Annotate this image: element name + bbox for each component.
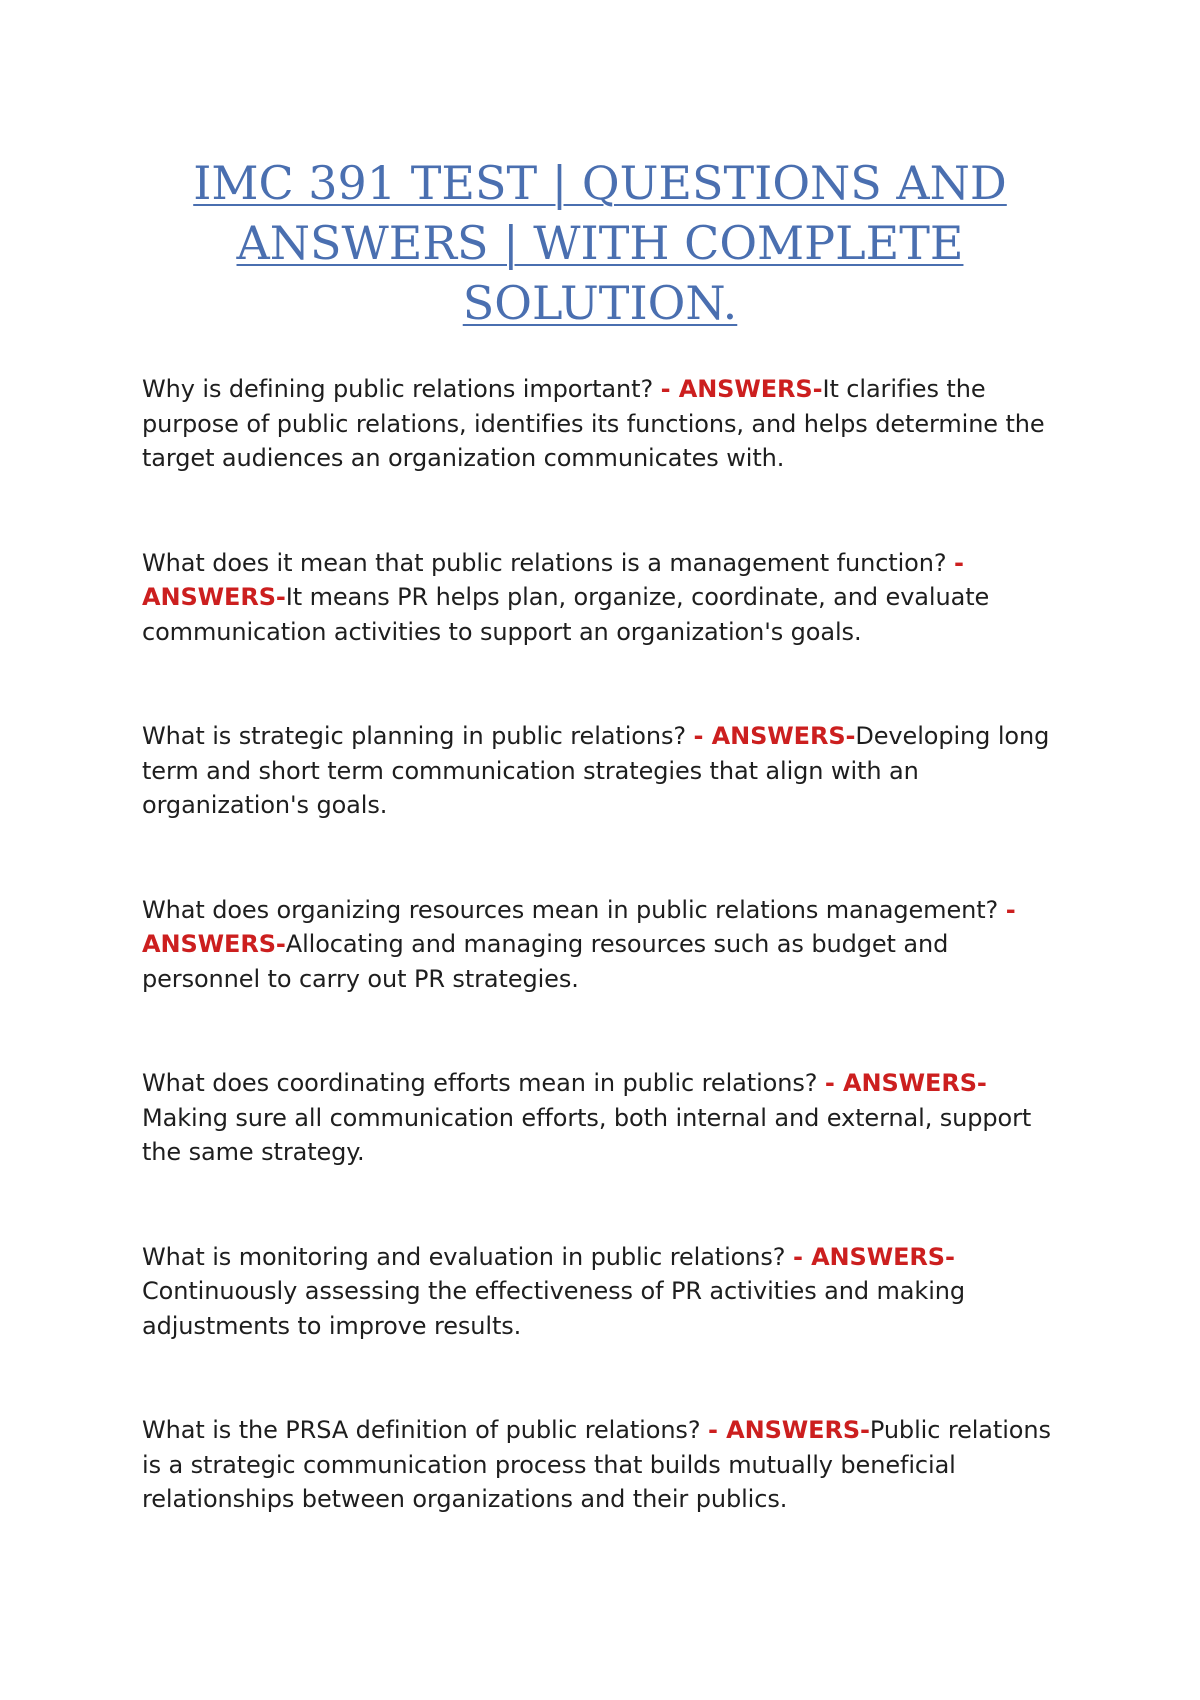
answer-text: It means PR helps plan, organize, coordinate, and evaluate communication activities to support an organization's goals. xyxy=(142,583,990,646)
question-text: Why is defining public relations important? xyxy=(142,375,661,403)
answer-marker: - ANSWERS- xyxy=(142,548,964,611)
qa-item xyxy=(142,719,1067,823)
answer-marker: - ANSWERS- xyxy=(792,1242,955,1271)
question-text: What is monitoring and evaluation in public relations? xyxy=(142,1242,793,1271)
question-text: What does it mean that public relations is a management function? xyxy=(142,548,955,577)
qa-item xyxy=(142,546,1067,650)
answer-marker: - ANSWERS- xyxy=(142,895,1016,958)
qa-list xyxy=(142,372,1067,1587)
qa-item xyxy=(142,372,1067,476)
answer-text: Public relations is a strategic communication process that builds mutually beneficial relationships between organizations and their publics. xyxy=(142,1416,1051,1513)
answer-marker: - ANSWERS- xyxy=(693,722,856,750)
question-text: What is the PRSA definition of public relations? xyxy=(142,1416,709,1444)
qa-item xyxy=(142,1413,1067,1517)
answer-text: Continuously assessing the effectiveness of PR activities and making adjustments to improve results. xyxy=(142,1277,966,1340)
answer-text: It clarifies the purpose of public relations, identifies its functions, and helps determine the target audiences an organization communicates with. xyxy=(142,375,1045,472)
question-text: What does coordinating efforts mean in public relations? xyxy=(142,1069,825,1097)
qa-item xyxy=(142,1066,1067,1170)
answer-marker: - ANSWERS- xyxy=(824,1069,987,1097)
qa-item xyxy=(142,893,1067,997)
document-title xyxy=(100,153,1100,333)
answer-text: Making sure all communication efforts, both internal and external, support the same strategy. xyxy=(142,1103,1032,1166)
answer-text: Allocating and managing resources such as budget and personnel to carry out PR strategies. xyxy=(142,930,949,993)
question-text: What does organizing resources mean in public relations management? xyxy=(142,895,1006,924)
document-title-text: IMC 391 TEST | QUESTIONS AND ANSWERS | WITH COMPLETE SOLUTION. xyxy=(193,156,1007,330)
qa-item xyxy=(142,1240,1067,1344)
answer-marker: - ANSWERS- xyxy=(660,375,823,403)
question-text: What is strategic planning in public relations? xyxy=(142,722,694,750)
answer-marker: - ANSWERS- xyxy=(708,1416,870,1444)
answer-text: Developing long term and short term communication strategies that align with an organization's goals. xyxy=(142,722,1050,819)
